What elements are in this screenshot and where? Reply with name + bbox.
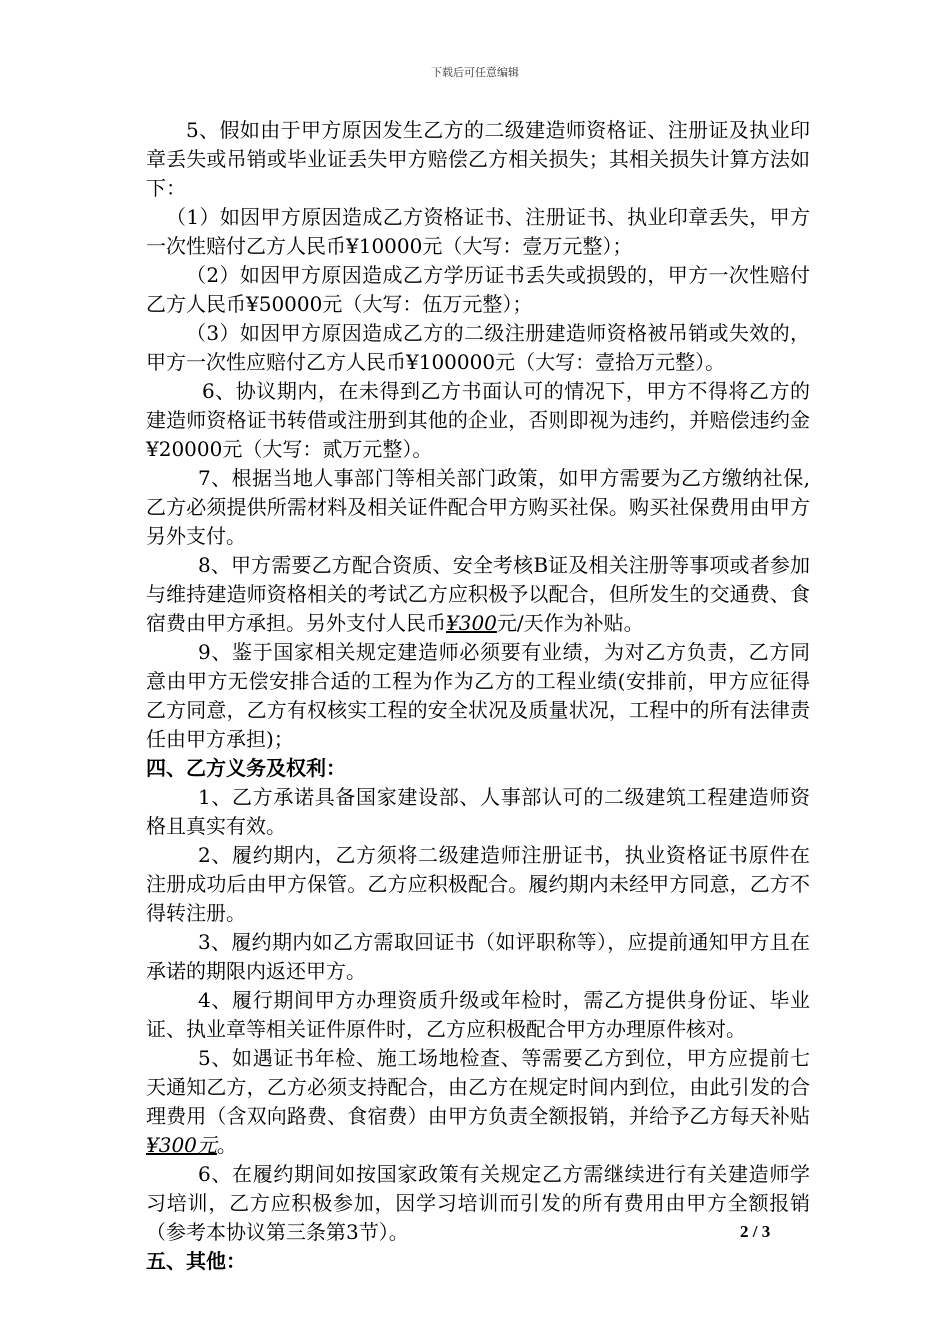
clause-5-item-1: （1）如因甲方原因造成乙方资格证书、注册证书、执业印章丢失，甲方一次性赔付乙方人民币¥10000元（大写：壹万元整）； bbox=[146, 205, 810, 258]
clause-6: 6、协议期内，在未得到乙方书面认可的情况下，甲方不得将乙方的建造师资格证书转借或注册到其他的企业，否则即视为违约，并赔偿违约金¥20000元（大写：贰万元整）。 bbox=[146, 379, 810, 461]
clause-8-text-a: 8、甲方需要乙方配合资质、安全考核B证及相关注册等事项或者参加与维持建造师资格相关的考试乙方应积极予以配合，但所发生的交通费、食宿费由甲方承担。另外支付人民币 bbox=[146, 553, 810, 635]
clause-5-item-2: （2）如因甲方原因造成乙方学历证书丢失或损毁的，甲方一次性赔付乙方人民币¥50000元（大写：伍万元整）； bbox=[146, 263, 810, 316]
section-4-item-5-text-a: 5、如遇证书年检、施工场地检查、等需要乙方到位，甲方应提前七天通知乙方，乙方必须支持配合，由乙方在规定时间内到位，由此引发的合理费用（含双向路费、食宿费）由甲方负责全额报销，并给予乙方每天补贴 bbox=[146, 1046, 810, 1128]
section-4-item-5 bbox=[146, 1044, 810, 1160]
clause-7: 7、根据当地人事部门等相关部门政策，如甲方需要为乙方缴纳社保,乙方必须提供所需材料及相关证件配合甲方购买社保。购买社保费用由甲方另外支付。 bbox=[146, 466, 810, 548]
clause-9: 9、鉴于国家相关规定建造师必须要有业绩，为对乙方负责，乙方同意由甲方无偿安排合适的工程为作为乙方的工程业绩(安排前，甲方应征得乙方同意，乙方有权核实工程的安全状况及质量状况，工程中的所有法律责任由甲方承担)； bbox=[146, 640, 810, 751]
section-4-item-5-fee: ¥300元 bbox=[146, 1133, 217, 1157]
section-4-item-4: 4、履行期间甲方办理资质升级或年检时，需乙方提供身份证、毕业证、执业章等相关证件原件时，乙方应积极配合甲方办理原件核对。 bbox=[146, 988, 810, 1041]
section-4-heading: 四、乙方义务及权利： bbox=[146, 756, 346, 780]
clause-8-fee: ¥300 bbox=[446, 611, 497, 635]
section-4-item-3: 3、履约期内如乙方需取回证书（如评职称等），应提前通知甲方且在承诺的期限内返还甲方。 bbox=[146, 930, 810, 983]
page-number: 2 / 3 bbox=[740, 1222, 771, 1241]
section-5-heading: 五、其他： bbox=[146, 1249, 246, 1273]
page-header: 下载后可任意编辑 bbox=[431, 66, 519, 79]
document-body bbox=[146, 116, 810, 1276]
clause-5-item-3: （3）如因甲方原因造成乙方的二级注册建造师资格被吊销或失效的，甲方一次性应赔付乙方人民币¥100000元（大写：壹拾万元整）。 bbox=[146, 321, 810, 374]
clause-8 bbox=[146, 551, 810, 638]
section-4-item-6: 6、在履约期间如按国家政策有关规定乙方需继续进行有关建造师学习培训，乙方应积极参加，因学习培训而引发的所有费用由甲方全额报销（参考本协议第三条第3节）。 bbox=[146, 1162, 810, 1244]
clause-5: 5、假如由于甲方原因发生乙方的二级建造师资格证、注册证及执业印章丢失或吊销或毕业证丢失甲方赔偿乙方相关损失；其相关损失计算方法如下： bbox=[146, 118, 810, 200]
section-4-item-2: 2、履约期内，乙方须将二级建造师注册证书，执业资格证书原件在注册成功后由甲方保管。乙方应积极配合。履约期内未经甲方同意，乙方不得转注册。 bbox=[146, 843, 810, 925]
section-4-item-1: 1、乙方承诺具备国家建设部、人事部认可的二级建筑工程建造师资格且真实有效。 bbox=[146, 785, 810, 838]
clause-8-text-b: 元/天作为补贴。 bbox=[496, 611, 644, 635]
section-4-item-5-text-b: 。 bbox=[216, 1133, 237, 1157]
